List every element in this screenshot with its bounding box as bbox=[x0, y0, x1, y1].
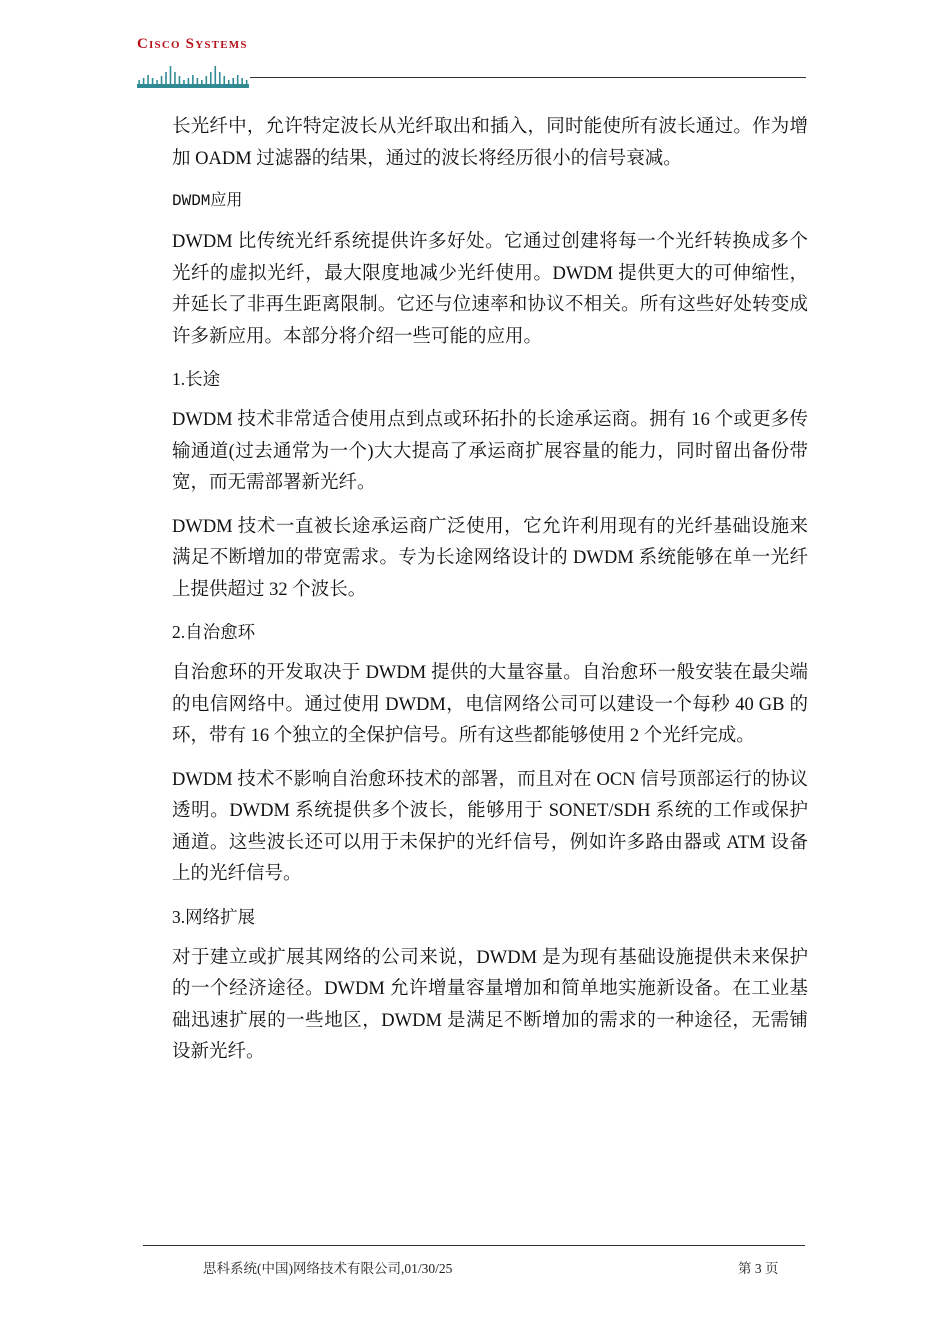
paragraph-expansion-1: 对于建立或扩展其网络的公司来说，DWDM 是为现有基础设施提供未来保护的一个经济途径。DWDM 允许增量容量增加和简单地实施新设备。在工业基础迅速扩展的一些地区，DWDM 是满足不断增加的需求的一种途径，无需铺设新光纤。 bbox=[172, 947, 808, 1062]
intro-paragraph: 长光纤中，允许特定波长从光纤取出和插入，同时能使所有波长通过。作为增加 OADM 过滤器的结果，通过的波长将经历很小的信号衰减。 bbox=[172, 117, 808, 169]
cisco-logo bbox=[137, 36, 252, 90]
section-title: DWDM应用 bbox=[172, 192, 243, 210]
footer-page-number: 第 3 页 bbox=[738, 1261, 779, 1276]
section-intro-paragraph: DWDM 比传统光纤系统提供许多好处。它通过创建将每一个光纤转换成多个光纤的虚拟光纤，最大限度地减少光纤使用。DWDM 提供更大的可伸缩性，并延长了非再生距离限制。它还与位速率和协议不相关。所有这些好处转变成许多新应用。本部分将介绍一些可能的应用。 bbox=[172, 232, 808, 347]
subsection-heading-self-healing-ring: 2.自治愈环 bbox=[172, 622, 256, 642]
paragraph-ring-1: 自治愈环的开发取决于 DWDM 提供的大量容量。自治愈环一般安装在最尖端的电信网络中。通过使用 DWDM，电信网络公司可以建设一个每秒 40 GB 的环，带有 16 个独立的全保护信号。所有这些都能够使用 2 个光纤完成。 bbox=[172, 663, 808, 746]
cisco-bridge-icon bbox=[137, 54, 249, 88]
paragraph-ring-2: DWDM 技术不影响自治愈环技术的部署，而且对在 OCN 信号顶部运行的协议透明。DWDM 系统提供多个波长，能够用于 SONET/SDH 系统的工作或保护通道。这些波长还可以用于未保护的光纤信号，例如许多路由器或 ATM 设备上的光纤信号。 bbox=[172, 769, 808, 884]
footer-company-date: 思科系统(中国)网络技术有限公司,01/30/25 bbox=[203, 1261, 453, 1276]
header-divider bbox=[250, 77, 806, 78]
subsection-heading-network-expansion: 3.网络扩展 bbox=[172, 906, 256, 927]
paragraph-long-haul-2: DWDM 技术一直被长途承运商广泛使用，它允许利用现有的光纤基础设施来满足不断增加的带宽需求。专为长途网络设计的 DWDM 系统能够在单一光纤上提供超过 32 个波长。 bbox=[172, 516, 808, 600]
logo-text: Cisco Systems bbox=[137, 36, 248, 52]
footer-divider bbox=[143, 1245, 805, 1246]
subsection-heading-long-haul: 1.长途 bbox=[172, 369, 221, 389]
paragraph-long-haul-1: DWDM 技术非常适合使用点到点或环拓扑的长途承运商。拥有 16 个或更多传输通道(过去通常为一个)大大提高了承运商扩展容量的能力，同时留出备份带宽，而无需部署新光纤。 bbox=[172, 410, 808, 493]
document-body bbox=[172, 112, 808, 1081]
